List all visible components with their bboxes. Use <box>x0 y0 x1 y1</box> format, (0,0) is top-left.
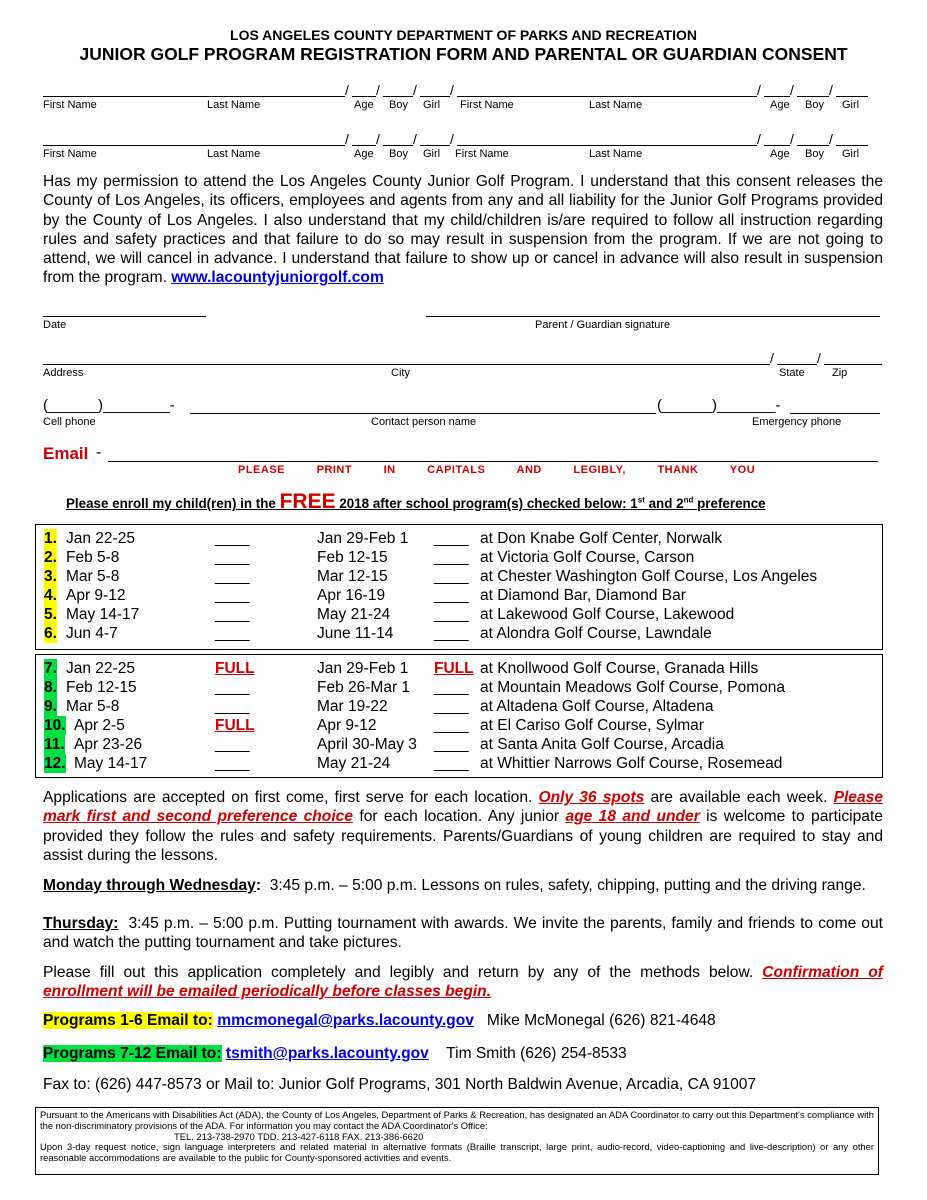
last-name-label: Last Name <box>207 99 261 111</box>
child4-name-line[interactable] <box>457 145 757 146</box>
location: at Diamond Bar, Diamond Bar <box>480 587 686 604</box>
program-row-2 <box>44 548 880 567</box>
ada-phones: TEL. 213-738-2970 TDD. 213-427-6118 FAX. 213-386-6620 <box>174 1130 424 1142</box>
free-label: FREE <box>279 490 336 513</box>
state-label: State <box>779 367 805 379</box>
program-row-1 <box>44 529 880 548</box>
child1-boy-line[interactable] <box>383 96 413 97</box>
contact-programs-7-12 <box>43 1045 627 1063</box>
programs-1-6-label: Programs 1-6 Email to: <box>43 1012 213 1029</box>
pref2-blank[interactable]: ____ <box>434 625 469 642</box>
location: at El Cariso Golf Course, Sylmar <box>480 717 704 734</box>
schedule-thursday <box>43 914 883 953</box>
child3-boy-line[interactable] <box>383 145 413 146</box>
week2-dates: Apr 16-19 <box>317 587 386 604</box>
program-row-10 <box>44 716 880 735</box>
first-name-label: First Name <box>460 99 514 111</box>
pref2-blank[interactable]: ____ <box>434 755 469 772</box>
week1-dates: Jan 22-25 <box>66 530 135 547</box>
week1-dates: Jun 4-7 <box>66 625 118 642</box>
last-name-label: Last Name <box>589 148 643 160</box>
email-label: Email <box>43 444 89 463</box>
boy-label: Boy <box>805 99 824 111</box>
pref1-blank[interactable]: ____ <box>215 549 250 566</box>
contact-programs-1-6 <box>43 1012 716 1030</box>
pref1-blank[interactable]: ____ <box>215 679 250 696</box>
info-text: are available each week. <box>650 789 828 806</box>
week1-dates: Mar 5-8 <box>66 568 120 585</box>
first-name-label: First Name <box>43 148 97 160</box>
emergency-phone-label: Emergency phone <box>752 416 842 428</box>
contact-name-1: Mike McMonegal (626) 821-4648 <box>486 1012 716 1029</box>
age-label: Age <box>770 148 790 160</box>
program-number: 5. <box>44 606 57 623</box>
cell-phone-blank[interactable]: (______)________- <box>43 397 175 414</box>
thursday-label: Thursday: <box>43 915 119 932</box>
child1-name-line[interactable] <box>43 96 345 97</box>
location: at Knollwood Golf Course, Granada Hills <box>480 660 759 677</box>
program-number: 6. <box>44 625 57 642</box>
thursday-text: 3:45 p.m. – 5:00 p.m. Putting tournament with awards. We invite the parents, family and friends to come out and watch the putting tournament and take pictures. <box>43 915 883 952</box>
address-label: Address <box>43 367 84 379</box>
age-highlight: age 18 and under <box>565 808 700 826</box>
week2-dates: May 21-24 <box>317 755 391 772</box>
program-row-5 <box>44 605 880 624</box>
program-row-12 <box>44 754 880 773</box>
boy-label: Boy <box>389 99 408 111</box>
email-line[interactable] <box>108 461 878 462</box>
pref2-blank[interactable]: ____ <box>434 679 469 696</box>
week1-dates: Jan 22-25 <box>66 660 135 677</box>
contact-name-label: Contact person name <box>371 416 477 428</box>
pref2-blank[interactable]: ____ <box>434 606 469 623</box>
program-number: 11. <box>44 736 65 753</box>
program-row-7 <box>44 659 880 678</box>
girl-label: Girl <box>842 148 860 160</box>
signature-label: Parent / Guardian signature <box>535 319 671 331</box>
ada-request: Upon 3-day request notice, sign language interpreters and related material in alternative formats (Braille transcript, large print, audio-record, video-captioning and live-description) or any other reasonable accommodations are available to the public for County-sponsored activities and events. <box>40 1141 874 1164</box>
location: at Don Knabe Golf Center, Norwalk <box>480 530 723 547</box>
week2-dates: Apr 9-12 <box>317 717 377 734</box>
date-label: Date <box>43 319 67 331</box>
emergency-number-line[interactable] <box>790 413 880 414</box>
print-capitals-note: PLEASE PRINT IN CAPITALS AND LEGIBLY, THANK YOU <box>238 464 756 476</box>
pref2-blank[interactable]: ____ <box>434 736 469 753</box>
boy-label: Boy <box>389 148 408 160</box>
email-link-1[interactable]: mmcmonegal@parks.lacounty.gov <box>217 1012 474 1029</box>
week2-dates: Jan 29-Feb 1 <box>317 660 409 677</box>
programs-7-12-label: Programs 7-12 Email to: <box>43 1045 222 1062</box>
info-text: for each location. Any junior <box>359 808 560 826</box>
pref1-blank[interactable]: ____ <box>215 568 250 585</box>
week2-dates: Mar 19-22 <box>317 698 388 715</box>
program-number: 1. <box>44 530 57 547</box>
info-text: Applications are accepted on first come, first serve for each location. <box>43 789 533 806</box>
girl-label: Girl <box>423 148 441 160</box>
last-name-label: Last Name <box>207 148 261 160</box>
confirmation-highlight: Confirmation of enrollment will be emailed periodically before classes begin. <box>43 964 883 1001</box>
consent-paragraph <box>43 172 883 288</box>
program-row-11 <box>44 735 880 754</box>
child2-boy-line[interactable] <box>797 96 829 97</box>
week1-dates: Feb 5-8 <box>66 549 120 566</box>
program-row-8 <box>44 678 880 697</box>
location: at Whittier Narrows Golf Course, Rosemead <box>480 755 783 772</box>
pref2-blank[interactable]: ____ <box>434 587 469 604</box>
pref1-blank[interactable]: ____ <box>215 755 250 772</box>
email-link-2[interactable]: tsmith@parks.lacounty.gov <box>225 1045 429 1062</box>
schedule-monday: Monday through Wednesday: 3:45 p.m. – 5:00 p.m. Lessons on rules, safety, chipping, putting and the driving range. <box>43 877 866 894</box>
week1-dates: Mar 5-8 <box>66 698 120 715</box>
location: at Victoria Golf Course, Carson <box>480 549 695 566</box>
pref2-blank[interactable]: ____ <box>434 549 469 566</box>
child4-boy-line[interactable] <box>797 145 829 146</box>
preference-highlight: Please mark first and second preference choice <box>43 789 883 826</box>
fill-text: Please fill out this application completely and legibly and return by any of the methods below. <box>43 964 754 981</box>
program-number: 12. <box>44 755 66 772</box>
zip-line[interactable] <box>824 364 882 365</box>
last-name-label: Last Name <box>589 99 643 111</box>
pref1-blank[interactable]: ____ <box>215 625 250 642</box>
program-number: 10. <box>44 717 66 734</box>
child3-name-line[interactable] <box>43 145 345 146</box>
fill-out-paragraph <box>43 963 883 1002</box>
child3-girl-line[interactable] <box>420 145 450 146</box>
zip-label: Zip <box>832 367 848 379</box>
week2-dates: Feb 12-15 <box>317 549 388 566</box>
week2-dates: June 11-14 <box>317 625 394 642</box>
state-line[interactable] <box>777 364 817 365</box>
pref2-blank[interactable]: ____ <box>434 530 469 547</box>
program-number: 4. <box>44 587 57 604</box>
website-link[interactable]: www.lacountyjuniorgolf.com <box>171 269 384 287</box>
week2-dates: April 30-May 3 <box>317 736 417 753</box>
location: at Chester Washington Golf Course, Los Angeles <box>480 568 818 585</box>
pref2-blank[interactable]: ____ <box>434 698 469 715</box>
program-number: 7. <box>44 660 57 677</box>
pref1-full: FULL <box>215 660 255 677</box>
pref2-blank[interactable]: ____ <box>434 568 469 585</box>
week2-dates: Feb 26-Mar 1 <box>317 679 411 696</box>
enroll-prefix: Please enroll my child(ren) in the <box>66 496 276 511</box>
pref1-blank[interactable]: ____ <box>215 530 250 547</box>
pref1-blank[interactable]: ____ <box>215 736 250 753</box>
programs-7-12-table <box>35 654 883 778</box>
location: at Lakewood Golf Course, Lakewood <box>480 606 735 623</box>
girl-label: Girl <box>423 99 441 111</box>
week1-dates: May 14-17 <box>74 755 148 772</box>
week2-dates: Jan 29-Feb 1 <box>317 530 409 547</box>
child2-girl-line[interactable] <box>836 96 868 97</box>
location: at Altadena Golf Course, Altadena <box>480 698 714 715</box>
location: at Santa Anita Golf Course, Arcadia <box>480 736 724 753</box>
spots-highlight: Only 36 spots <box>538 789 645 806</box>
week1-dates: Apr 9-12 <box>66 587 126 604</box>
location: at Alondra Golf Course, Lawndale <box>480 625 712 642</box>
enroll-preference: preference <box>697 496 766 511</box>
child1-girl-line[interactable] <box>420 96 450 97</box>
pref2-blank[interactable]: ____ <box>434 717 469 734</box>
date-line[interactable] <box>43 316 206 317</box>
monday-label: Monday through Wednesday <box>43 877 256 894</box>
program-row-4 <box>44 586 880 605</box>
contact-name-line[interactable] <box>190 413 656 414</box>
nd-suffix: nd <box>683 495 694 505</box>
first-name-label: First Name <box>43 99 97 111</box>
info-text: is welcome to participate provided they follow the rules and safety requirements. Parents/Guardians of young children are required to stay and assist during the lessons. <box>43 808 883 864</box>
ada-notice <box>35 1107 879 1175</box>
emergency-phone-blank[interactable]: (______)_______- <box>657 397 781 414</box>
monday-text: 3:45 p.m. – 5:00 p.m. Lessons on rules, safety, chipping, putting and the driving range. <box>269 877 866 894</box>
week1-dates: Apr 2-5 <box>74 717 125 734</box>
department-heading: LOS ANGELES COUNTY DEPARTMENT OF PARKS AND RECREATION <box>230 27 697 43</box>
pref2-full: FULL <box>434 660 474 677</box>
week1-dates: Apr 23-26 <box>74 736 143 753</box>
address-line[interactable] <box>43 364 770 365</box>
week1-dates: May 14-17 <box>66 606 140 623</box>
pref1-full: FULL <box>215 717 255 734</box>
contact-name-2: Tim Smith (626) 254-8533 <box>446 1045 627 1062</box>
location: at Mountain Meadows Golf Course, Pomona <box>480 679 785 696</box>
program-row-3 <box>44 567 880 586</box>
child1-age-line[interactable] <box>352 96 376 97</box>
week2-dates: May 21-24 <box>317 606 391 623</box>
st-suffix: st <box>637 495 645 505</box>
pref1-blank[interactable]: ____ <box>215 587 250 604</box>
program-row-9 <box>44 697 880 716</box>
program-number: 8. <box>44 679 57 696</box>
program-row-6 <box>44 624 880 643</box>
enroll-suffix: 2018 after school program(s) checked below: 1 <box>339 496 638 511</box>
consent-text: Has my permission to attend the Los Angeles County Junior Golf Program. I understand that this consent releases the County of Los Angeles, its officers, employees and agents from any and all liability for the Junior Golf Programs provided by the County of Los Angeles. I also understand that my child/children is/are required to follow all instruction regarding rules and safety practices and that failure to do so may result in suspension from the program. If we are not going to attend, we will cancel in advance. I understand that failure to show up or cancel in advance will also result in suspension from the program. <box>43 173 883 287</box>
form-title: JUNIOR GOLF PROGRAM REGISTRATION FORM AND PARENTAL OR GUARDIAN CONSENT <box>79 44 848 64</box>
boy-label: Boy <box>805 148 824 160</box>
child2-name-line[interactable] <box>457 96 757 97</box>
fax-mail-line: Fax to: (626) 447-8573 or Mail to: Junior Golf Programs, 301 North Baldwin Avenue, Arcadia, CA 91007 <box>43 1076 757 1093</box>
first-name-label: First Name <box>455 148 509 160</box>
cell-phone-label: Cell phone <box>43 416 96 428</box>
child3-age-line[interactable] <box>352 145 376 146</box>
ada-text: Pursuant to the Americans with Disabilities Act (ADA), the County of Los Angeles, Department of Parks & Recreation, has designated an ADA Coordinator to carry out this Department's compliance with the non-discriminatory provisions of the ADA. For information you may contact the ADA Coordinator's Office: <box>40 1109 874 1131</box>
pref1-blank[interactable]: ____ <box>215 606 250 623</box>
age-label: Age <box>770 99 790 111</box>
enroll-and: and 2 <box>648 496 684 511</box>
programs-1-6-table <box>35 524 883 650</box>
age-label: Age <box>354 148 374 160</box>
enroll-heading <box>66 490 766 514</box>
child4-girl-line[interactable] <box>836 145 868 146</box>
child2-age-line[interactable] <box>764 96 790 97</box>
info-paragraph <box>43 788 883 865</box>
email-dash: - <box>96 444 102 461</box>
city-label: City <box>391 367 410 379</box>
week2-dates: Mar 12-15 <box>317 568 388 585</box>
age-label: Age <box>354 99 374 111</box>
signature-line[interactable] <box>426 316 880 317</box>
program-number: 3. <box>44 568 57 585</box>
program-number: 2. <box>44 549 57 566</box>
week1-dates: Feb 12-15 <box>66 679 137 696</box>
program-number: 9. <box>44 698 57 715</box>
girl-label: Girl <box>842 99 860 111</box>
child4-age-line[interactable] <box>764 145 790 146</box>
pref1-blank[interactable]: ____ <box>215 698 250 715</box>
